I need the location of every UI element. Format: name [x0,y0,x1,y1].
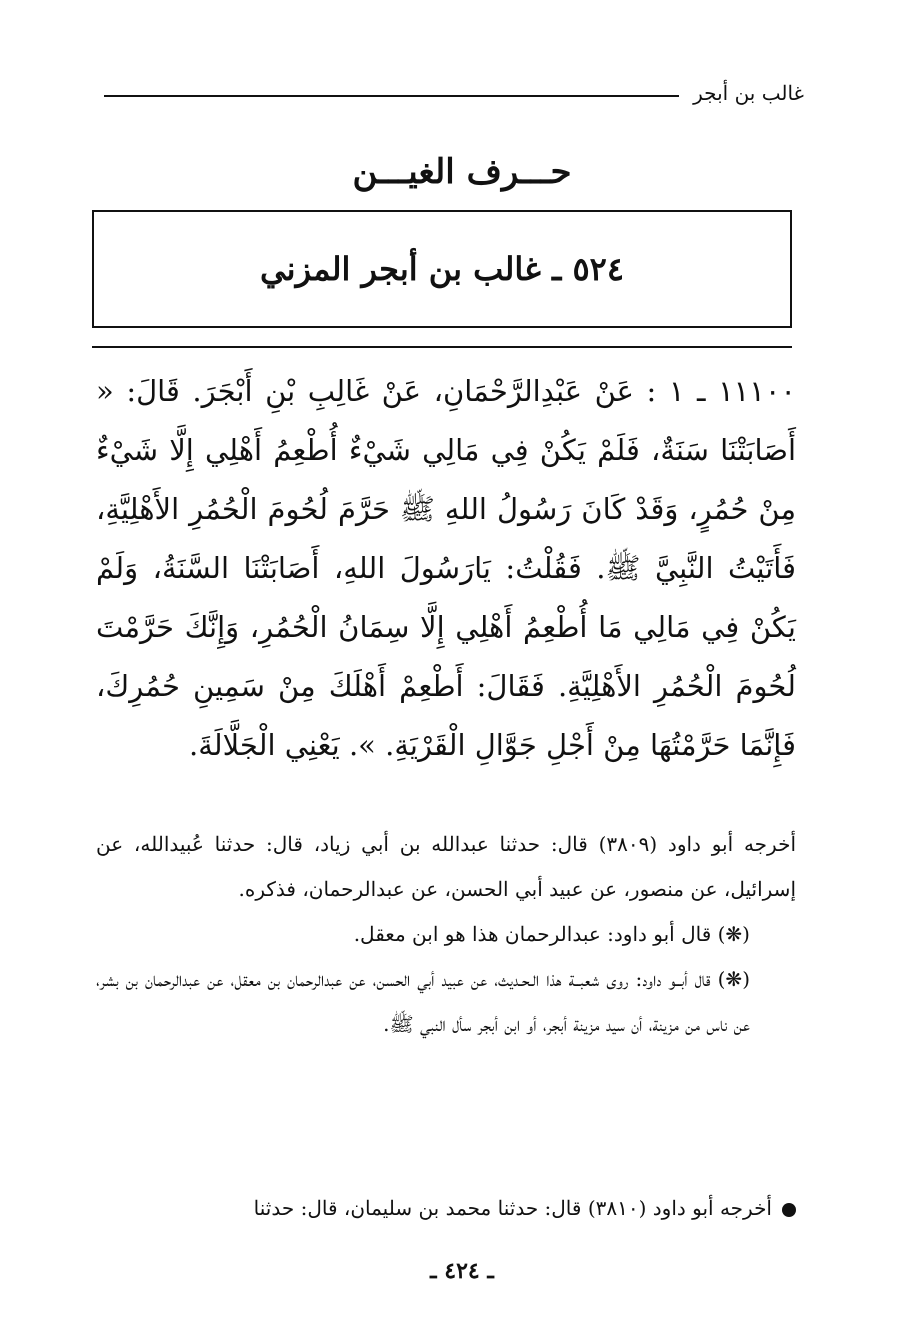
running-header [104,78,804,108]
section-title: حـــرف الغيـــن [352,152,572,192]
entry-title: ٥٢٤ ـ غالب بن أبجر المزني [259,250,625,288]
page-number: ـ ٤٢٤ ـ [430,1258,494,1284]
bullet-icon [782,1203,796,1217]
takhrij-block [96,822,796,1047]
takhrij-second-block [96,1186,796,1231]
running-title: غالب بن أبجر [693,81,804,105]
takhrij-paragraph: أخرجه أبو داود (٣٨٠٩) قال: حدثنا عبدالله بن أبي زياد، قال: حدثنا عُبيدالله، عن إسرائيل، عن منصور، عن عبيد أبي الحسن، عن عبدالرحمان، فذكره. [96,832,797,901]
takhrij-second-text: أخرجه أبو داود (٣٨١٠) قال: حدثنا محمد بن سليمان، قال: حدثنا [253,1196,772,1220]
takhrij-note-2: (❋) قال أبــو داود: روى شعبــة هذا الـحـديث، عن عبيد أبي الحسن، عن عبدالرحمان بن معقل، عن عبدالرحمان بن بشر، عن ناس من مزينة، أن سيد مزينة أبجر، أو ابن أبجر سأل النبي ﷺ. [96,967,750,1036]
title-divider [92,346,792,348]
takhrij-note-1: (❋) قال أبو داود: عبدالرحمان هذا هو ابن معقل. [353,922,750,946]
header-rule [104,95,679,97]
hadith-text-block [96,362,796,775]
entry-title-box [92,210,792,328]
hadith-text: ١١١٠٠ ـ ١ : عَنْ عَبْدِالرَّحْمَانِ، عَنْ غَالِبِ بْنِ أَبْجَرَ. قَالَ: « أَصَابَتْنَا سَنَةٌ، فَلَمْ يَكُنْ فِي مَالِي شَيْءٌ أُطْعِمُ أَهْلِي إِلَّا شَيْءٌ مِنْ حُمُرٍ، وَقَدْ كَانَ رَسُولُ اللهِ ﷺ حَرَّمَ لُحُومَ الْحُمُرِ الأَهْلِيَّةِ، فَأَتَيْتُ النَّبِيَّ ﷺ. فَقُلْتُ: يَارَسُولَ اللهِ، أَصَابَتْنَا السَّنَةُ، وَلَمْ يَكُنْ فِي مَالِي مَا أُطْعِمُ أَهْلِي إِلَّا سِمَانُ الْحُمُرِ، وَإِنَّكَ حَرَّمْتَ لُحُومَ الْحُمُرِ الأَهْلِيَّةِ. فَقَالَ: أَطْعِمْ أَهْلَكَ مِنْ سَمِينِ حُمُرِكَ، فَإِنَّمَا حَرَّمْتُهَا مِنْ أَجْلِ جَوَّالِ الْقَرْيَةِ. ». يَعْنِي الْجَلَّالَةَ. [96,374,796,762]
